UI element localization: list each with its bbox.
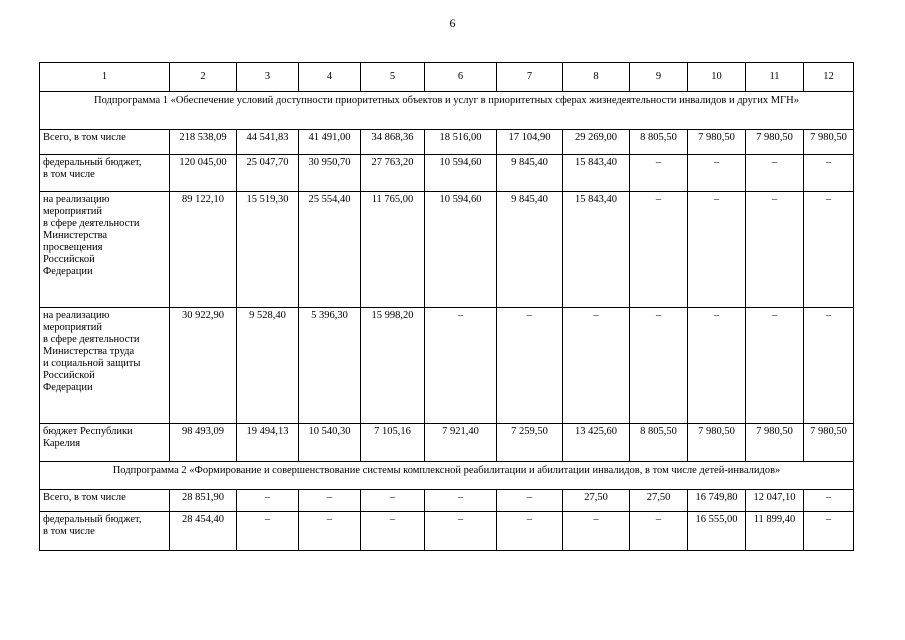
row-label: федеральный бюджет, в том числе [40, 155, 170, 192]
table-cell: – [425, 308, 497, 424]
column-header: 9 [630, 63, 688, 92]
table-cell: – [237, 490, 299, 512]
table-cell: – [630, 155, 688, 192]
column-header: 6 [425, 63, 497, 92]
table-cell: – [425, 490, 497, 512]
column-header: 5 [361, 63, 425, 92]
row-label: Всего, в том числе [40, 130, 170, 155]
table-cell: – [746, 155, 804, 192]
table-cell: – [563, 308, 630, 424]
table-cell: – [237, 512, 299, 551]
column-header: 4 [299, 63, 361, 92]
table-cell: 25 554,40 [299, 192, 361, 308]
table-cell: 120 045,00 [170, 155, 237, 192]
table-cell: 8 805,50 [630, 424, 688, 462]
table-row [40, 308, 854, 424]
table-cell: – [746, 192, 804, 308]
table-cell: 30 950,70 [299, 155, 361, 192]
table-body [40, 63, 854, 551]
table-cell: 9 845,40 [497, 192, 563, 308]
table-cell: 15 519,30 [237, 192, 299, 308]
table-cell: 19 494,13 [237, 424, 299, 462]
row-label: федеральный бюджет, в том числе [40, 512, 170, 551]
column-header: 7 [497, 63, 563, 92]
column-header: 8 [563, 63, 630, 92]
table-cell: 10 540,30 [299, 424, 361, 462]
table-cell: – [630, 308, 688, 424]
column-header: 2 [170, 63, 237, 92]
table-cell: 28 851,90 [170, 490, 237, 512]
table-cell: 16 749,80 [688, 490, 746, 512]
table-cell: – [746, 308, 804, 424]
table-row [40, 192, 854, 308]
table-cell: 25 047,70 [237, 155, 299, 192]
table-cell: 34 868,36 [361, 130, 425, 155]
budget-table [39, 62, 854, 551]
table-cell: 7 921,40 [425, 424, 497, 462]
table-cell: 7 980,50 [804, 424, 854, 462]
table-cell: 15 843,40 [563, 192, 630, 308]
table-cell: 29 269,00 [563, 130, 630, 155]
column-header: 1 [40, 63, 170, 92]
table-cell: – [804, 308, 854, 424]
table-cell: 15 843,40 [563, 155, 630, 192]
table-cell: 28 454,40 [170, 512, 237, 551]
table-cell: – [299, 490, 361, 512]
table-cell: – [804, 512, 854, 551]
table-cell: – [630, 192, 688, 308]
column-header: 10 [688, 63, 746, 92]
header-row [40, 63, 854, 92]
table-cell: 7 980,50 [746, 130, 804, 155]
table-cell: 27,50 [630, 490, 688, 512]
section-title: Подпрограмма 2 «Формирование и совершенствование системы комплексной реабилитации и абилитации инвалидов, в том числе детей-инвалидов» [40, 462, 854, 490]
table-cell: 18 516,00 [425, 130, 497, 155]
page-number: 6 [449, 16, 456, 30]
table-cell: 7 259,50 [497, 424, 563, 462]
table-cell: 10 594,60 [425, 192, 497, 308]
row-label: Всего, в том числе [40, 490, 170, 512]
row-label: бюджет Республики Карелия [40, 424, 170, 462]
table-row [40, 490, 854, 512]
table-cell: – [497, 308, 563, 424]
table-cell: 11 765,00 [361, 192, 425, 308]
table-cell: 44 541,83 [237, 130, 299, 155]
table-row [40, 424, 854, 462]
section-row [40, 92, 854, 130]
section-title: Подпрограмма 1 «Обеспечение условий доступности приоритетных объектов и услуг в приоритетных сферах жизнедеятельности инвалидов и других МГН» [40, 92, 854, 130]
table-cell: 7 105,16 [361, 424, 425, 462]
column-header: 11 [746, 63, 804, 92]
row-label: на реализацию мероприятий в сфере деятельности Министерства труда и социальной защиты Российской Федерации [40, 308, 170, 424]
table-cell: 17 104,90 [497, 130, 563, 155]
table-cell: 98 493,09 [170, 424, 237, 462]
table-cell: – [804, 490, 854, 512]
table-cell: 7 980,50 [804, 130, 854, 155]
table-cell: – [425, 512, 497, 551]
table-cell: 30 922,90 [170, 308, 237, 424]
table-cell: 7 980,50 [688, 424, 746, 462]
table-cell: – [361, 512, 425, 551]
table-cell: – [804, 155, 854, 192]
table-row [40, 155, 854, 192]
table-cell: 8 805,50 [630, 130, 688, 155]
table-cell: 13 425,60 [563, 424, 630, 462]
table-cell: 9 845,40 [497, 155, 563, 192]
table-cell: – [497, 490, 563, 512]
table-cell: 89 122,10 [170, 192, 237, 308]
table-cell: 12 047,10 [746, 490, 804, 512]
table-cell: 10 594,60 [425, 155, 497, 192]
table-cell: 7 980,50 [746, 424, 804, 462]
table-cell: 5 396,30 [299, 308, 361, 424]
table-cell: – [688, 308, 746, 424]
table-cell: – [563, 512, 630, 551]
row-label: на реализацию мероприятий в сфере деятельности Министерства просвещения Российской Федерации [40, 192, 170, 308]
table-cell: 9 528,40 [237, 308, 299, 424]
table-row [40, 512, 854, 551]
table-cell: – [361, 490, 425, 512]
column-header: 12 [804, 63, 854, 92]
table-cell: 16 555,00 [688, 512, 746, 551]
table-cell: – [299, 512, 361, 551]
table-cell: 218 538,09 [170, 130, 237, 155]
table-cell: 7 980,50 [688, 130, 746, 155]
table-cell: – [497, 512, 563, 551]
table-cell: 11 899,40 [746, 512, 804, 551]
table-cell: – [630, 512, 688, 551]
table-cell: 15 998,20 [361, 308, 425, 424]
table-cell: – [688, 192, 746, 308]
table-row [40, 130, 854, 155]
table-cell: 41 491,00 [299, 130, 361, 155]
table-cell: 27 763,20 [361, 155, 425, 192]
table-cell: – [688, 155, 746, 192]
table-cell: 27,50 [563, 490, 630, 512]
column-header: 3 [237, 63, 299, 92]
section-row [40, 462, 854, 490]
table-cell: – [804, 192, 854, 308]
